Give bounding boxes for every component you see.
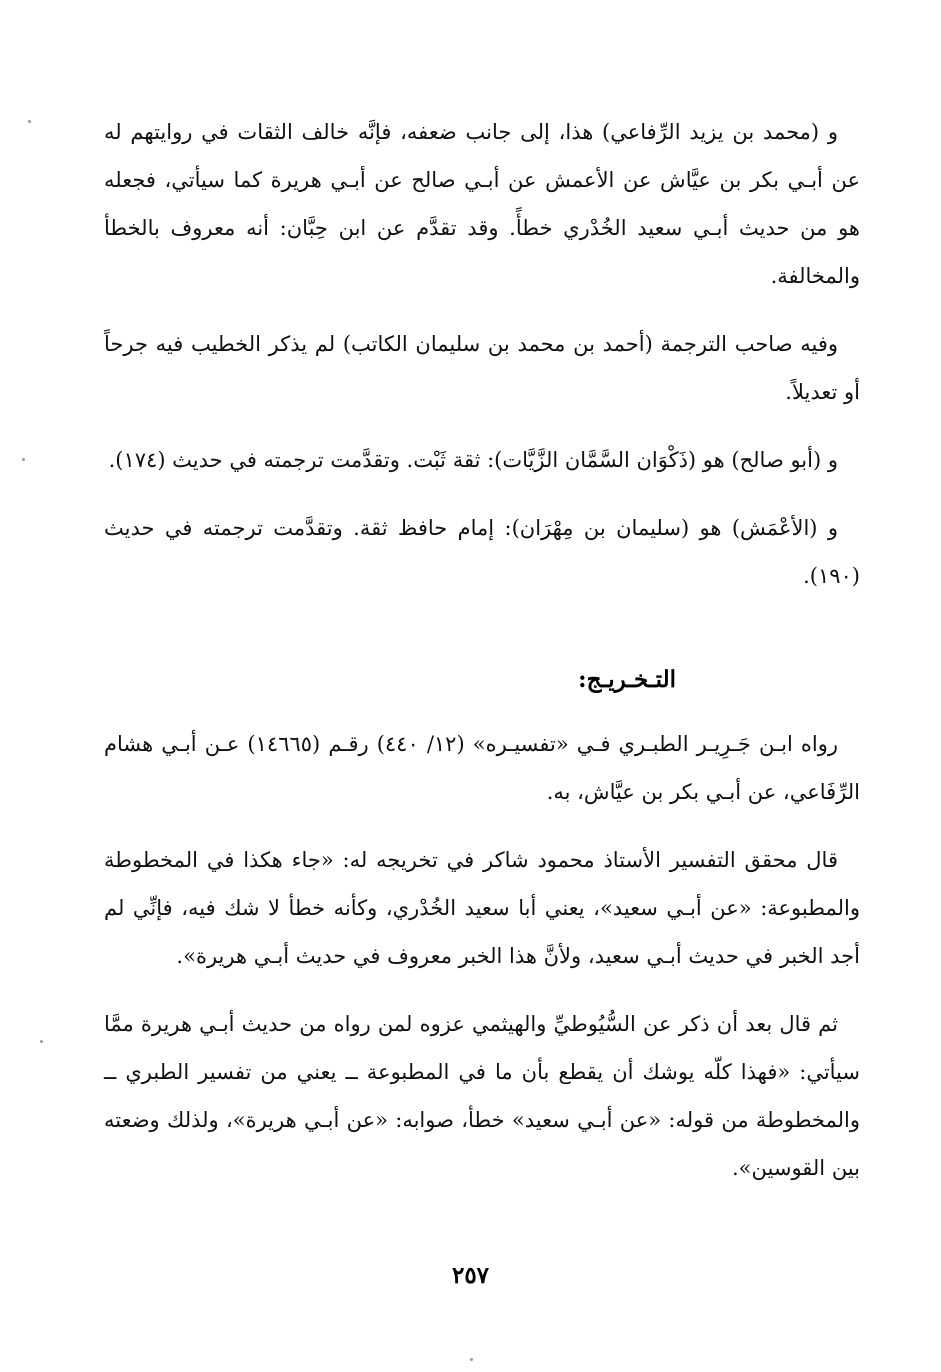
- scan-speck: [470, 1358, 473, 1361]
- paragraph-rifai-narrator: و (محمد بن يزيد الرِّفاعي) هذا، إلى جانب ضعفه، فإنَّه خالف الثقات في روايتهم له عن أبـي بكر بن عيَّاش عن الأعمش عن أبـي صالح عن أبـي هريرة كما سيأتي، فجعله هو من حديث أبـي سعيد الخُدْري خطأً. وقد تقدَّم عن ابن حِبَّان: أنه معروف بالخطأ والمخالفة.: [104, 120, 860, 288]
- scan-speck: [40, 1040, 43, 1043]
- takhrij-section: [104, 720, 860, 1192]
- paragraph-ibn-jarir: رواه ابـن جَـرِيـر الطبـري فـي «تفسيـره» (١٢/ ٤٤٠) رقـم (١٤٦٦٥) عـن أبـي هشام الرِّفَاعي، عن أبـي بكر بن عيَّاش، به.: [104, 732, 860, 804]
- scan-speck: [28, 120, 31, 123]
- paragraph-al-amash: و (الأعْمَش) هو (سليمان بن مِهْرَان): إمام حافظ ثقة. وتقدَّمت ترجمته في حديث (١٩٠).: [104, 516, 860, 588]
- paragraph-suyuti-haythami: ثم قال بعد أن ذكر عن السُّيُوطيِّ والهيثمي عزوه لمن رواه من حديث أبـي هريرة ممَّا سيأتي: «فهذا كلّه يوشك أن يقطع بأن ما في المطبوعة ــ يعني من تفسير الطبري ــ والمخطوطة من قوله: «عن أبـي سعيد» خطأ، صوابه: «عن أبـي هريرة»، ولذلك وضعته بين القوسين».: [104, 1012, 860, 1180]
- section-heading-takhrij: التـخـريـج:: [578, 666, 676, 693]
- commentary-section: [104, 108, 860, 600]
- page-number: ٢٥٧: [451, 1262, 490, 1289]
- paragraph-chapter-subject: وفيه صاحب الترجمة (أحمد بن محمد بن سليمان الكاتب) لم يذكر الخطيب فيه جرحاً أو تعديلاً.: [104, 332, 860, 404]
- scan-speck: [22, 458, 25, 461]
- paragraph-shakir-note: قال محقق التفسير الأستاذ محمود شاكر في تخريجه له: «جاء هكذا في المخطوطة والمطبوعة: «عن أبـي سعيد»، يعني أبا سعيد الخُدْري، وكأنه خطأ لا شك فيه، فإنِّي لم أجد الخبر في حديث أبـي سعيد، ولأنَّ هذا الخبر معروف في حديث أبـي هريرة».: [104, 848, 860, 968]
- paragraph-abu-salih: و (أبو صالح) هو (ذَكْوَان السَّمَّان الزَّيَّات): ثقة ثَبْت. وتقدَّمت ترجمته في حديث (١٧٤).: [108, 448, 838, 472]
